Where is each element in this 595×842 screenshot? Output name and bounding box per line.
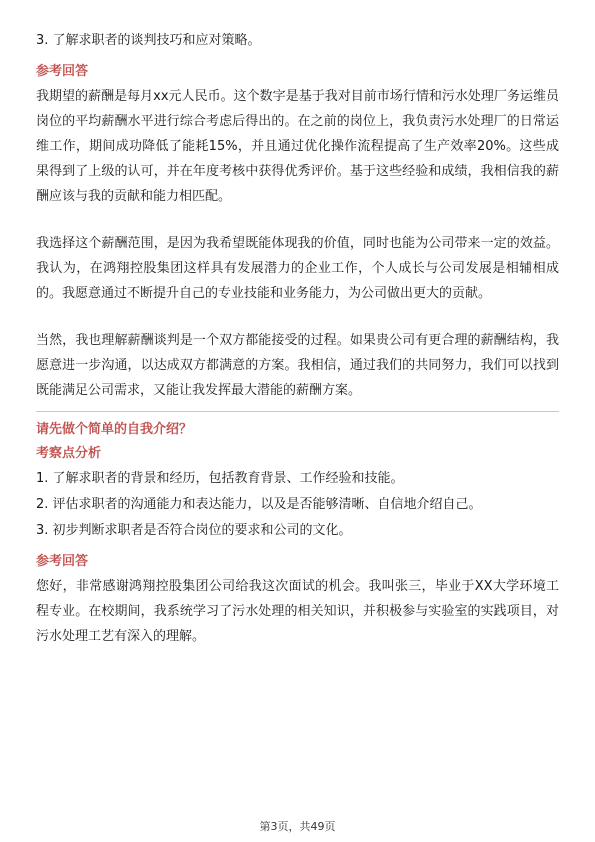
analysis-item: 3. 了解求职者的谈判技巧和应对策略。 — [36, 33, 261, 48]
section-divider — [36, 411, 559, 412]
page-number: 第3页，共49页 — [259, 820, 336, 833]
answer-paragraph: 当然，我也理解薪酬谈判是一个双方都能接受的过程。如果贵公司有更合理的薪酬结构，我愿意进一步沟通，以达成双方都满意的方案。我相信，通过我们的共同努力，我们可以找到既能满足公司需求，又能让我发挥最大潜能的薪酬方案。 — [36, 333, 559, 398]
answer-paragraph: 我期望的薪酬是每月xx元人民币。这个数字是基于我对目前市场行情和污水处理厂务运维员岗位的平均薪酬水平进行综合考虑后得出的。在之前的岗位上，我负责污水处理厂的日常运维工作，期间成功降低了能耗15%，并且通过优化操作流程提高了生产效率20%。这些成果得到了上级的认可，并在年度考核中获得优秀评价。基于这些经验和成绩，我相信我的薪酬应该与我的贡献和能力相匹配。 — [36, 89, 559, 204]
reference-answer-heading: 参考回答 — [36, 64, 89, 79]
analysis-item: 2. 评估求职者的沟通能力和表达能力，以及是否能够清晰、自信地介绍自己。 — [36, 497, 482, 512]
analysis-item: 3. 初步判断求职者是否符合岗位的要求和公司的文化。 — [36, 523, 352, 538]
question-heading: 请先做个简单的自我介绍？ — [36, 422, 193, 437]
analysis-heading: 考察点分析 — [36, 446, 102, 461]
answer-paragraph: 您好，非常感谢鸿翔控股集团公司给我这次面试的机会。我叫张三，毕业于XX大学环境工程专业。在校期间，我系统学习了污水处理的相关知识，并积极参与实验室的实践项目，对污水处理工艺有深入的理解。 — [36, 579, 559, 644]
answer-paragraph: 我选择这个薪酬范围，是因为我希望既能体现我的价值，同时也能为公司带来一定的效益。我认为，在鸿翔控股集团这样具有发展潜力的企业工作，个人成长与公司发展是相辅相成的。我愿意通过不断提升自己的专业技能和业务能力，为公司做出更大的贡献。 — [36, 236, 559, 301]
reference-answer-heading: 参考回答 — [36, 554, 89, 569]
analysis-item: 1. 了解求职者的背景和经历，包括教育背景、工作经验和技能。 — [36, 471, 404, 486]
document-page — [36, 28, 559, 649]
